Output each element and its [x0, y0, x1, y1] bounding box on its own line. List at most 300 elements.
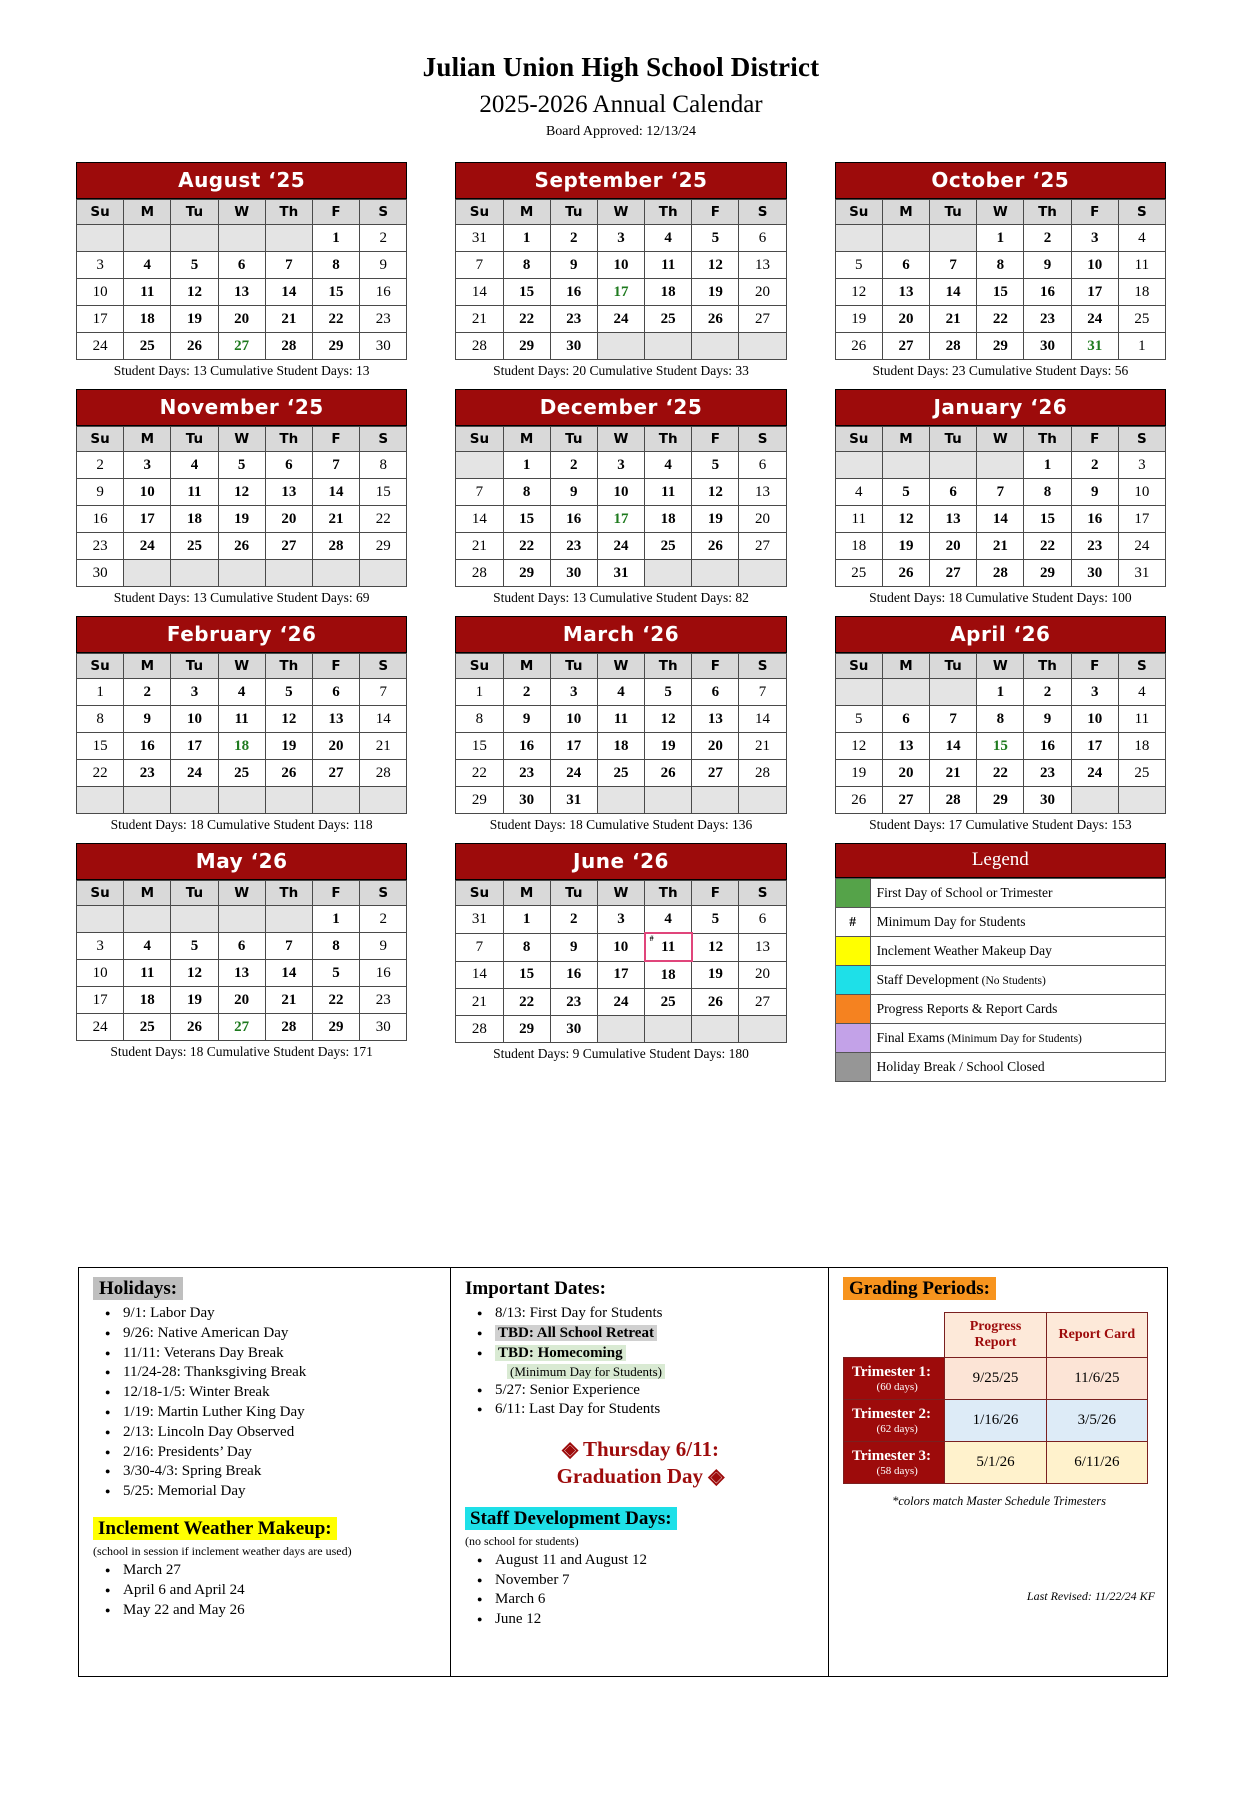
- day-cell[interactable]: 27: [882, 787, 929, 814]
- day-cell[interactable]: 4: [645, 906, 692, 934]
- day-cell[interactable]: 31: [1118, 560, 1165, 587]
- day-cell[interactable]: 29: [360, 533, 407, 560]
- day-cell[interactable]: 4: [218, 679, 265, 706]
- day-cell[interactable]: 29: [312, 1014, 359, 1041]
- day-cell[interactable]: 3: [597, 906, 644, 934]
- day-cell[interactable]: 19: [835, 760, 882, 787]
- day-cell[interactable]: 31: [550, 787, 597, 814]
- day-cell[interactable]: 5: [645, 679, 692, 706]
- day-cell[interactable]: 3: [1118, 452, 1165, 479]
- day-cell[interactable]: 10: [77, 960, 124, 987]
- day-cell[interactable]: 14: [265, 279, 312, 306]
- day-cell[interactable]: 1: [77, 679, 124, 706]
- day-cell[interactable]: 11: [597, 706, 644, 733]
- day-cell[interactable]: 19: [265, 733, 312, 760]
- day-cell[interactable]: 23: [550, 306, 597, 333]
- day-cell[interactable]: 3: [77, 933, 124, 960]
- day-cell[interactable]: 1: [503, 225, 550, 252]
- day-cell[interactable]: 13: [739, 252, 786, 279]
- day-cell[interactable]: 21: [739, 733, 786, 760]
- day-cell[interactable]: 4: [597, 679, 644, 706]
- day-cell[interactable]: 30: [77, 560, 124, 587]
- day-cell[interactable]: 20: [930, 533, 977, 560]
- day-cell[interactable]: 10: [597, 933, 644, 961]
- day-cell[interactable]: 2: [550, 452, 597, 479]
- day-cell[interactable]: 21: [456, 306, 503, 333]
- day-cell[interactable]: 12: [835, 279, 882, 306]
- day-cell[interactable]: 9: [360, 933, 407, 960]
- day-cell[interactable]: 18: [124, 306, 171, 333]
- day-cell[interactable]: 29: [456, 787, 503, 814]
- day-cell[interactable]: 10: [550, 706, 597, 733]
- day-cell[interactable]: 27: [882, 333, 929, 360]
- day-cell[interactable]: 6: [882, 252, 929, 279]
- day-cell[interactable]: 25: [597, 760, 644, 787]
- day-cell[interactable]: 6: [218, 933, 265, 960]
- day-cell[interactable]: # 11: [645, 933, 692, 961]
- day-cell[interactable]: 12: [835, 733, 882, 760]
- day-cell[interactable]: 28: [265, 333, 312, 360]
- day-cell[interactable]: 11: [124, 960, 171, 987]
- day-cell[interactable]: 5: [218, 452, 265, 479]
- day-cell[interactable]: 26: [218, 533, 265, 560]
- day-cell[interactable]: 5: [692, 906, 739, 934]
- day-cell[interactable]: 24: [1118, 533, 1165, 560]
- day-cell[interactable]: 7: [977, 479, 1024, 506]
- day-cell[interactable]: 19: [835, 306, 882, 333]
- day-cell[interactable]: 22: [503, 989, 550, 1016]
- day-cell[interactable]: 27: [218, 333, 265, 360]
- day-cell[interactable]: 24: [550, 760, 597, 787]
- day-cell[interactable]: 16: [1024, 279, 1071, 306]
- day-cell[interactable]: 24: [1071, 760, 1118, 787]
- day-cell[interactable]: 28: [739, 760, 786, 787]
- day-cell[interactable]: 18: [1118, 733, 1165, 760]
- day-cell[interactable]: 27: [739, 989, 786, 1016]
- day-cell[interactable]: 20: [882, 306, 929, 333]
- day-cell[interactable]: 21: [360, 733, 407, 760]
- day-cell[interactable]: 25: [645, 989, 692, 1016]
- day-cell[interactable]: 18: [645, 506, 692, 533]
- day-cell[interactable]: 23: [360, 306, 407, 333]
- day-cell[interactable]: 20: [739, 961, 786, 989]
- day-cell[interactable]: 28: [456, 1016, 503, 1043]
- day-cell[interactable]: 16: [550, 961, 597, 989]
- day-cell[interactable]: 17: [77, 306, 124, 333]
- day-cell[interactable]: 24: [77, 1014, 124, 1041]
- day-cell[interactable]: 20: [882, 760, 929, 787]
- day-cell[interactable]: 22: [456, 760, 503, 787]
- day-cell[interactable]: 2: [1071, 452, 1118, 479]
- day-cell[interactable]: 2: [550, 906, 597, 934]
- day-cell[interactable]: 1: [456, 679, 503, 706]
- day-cell[interactable]: 11: [645, 479, 692, 506]
- day-cell[interactable]: 18: [645, 961, 692, 989]
- day-cell[interactable]: 2: [360, 906, 407, 933]
- day-cell[interactable]: 7: [456, 933, 503, 961]
- day-cell[interactable]: 17: [1118, 506, 1165, 533]
- day-cell[interactable]: 11: [645, 252, 692, 279]
- day-cell[interactable]: 9: [1071, 479, 1118, 506]
- day-cell[interactable]: 13: [218, 960, 265, 987]
- day-cell[interactable]: 1: [977, 679, 1024, 706]
- day-cell[interactable]: 24: [77, 333, 124, 360]
- day-cell[interactable]: 16: [503, 733, 550, 760]
- day-cell[interactable]: 4: [124, 933, 171, 960]
- day-cell[interactable]: 16: [550, 506, 597, 533]
- day-cell[interactable]: 17: [124, 506, 171, 533]
- day-cell[interactable]: 22: [312, 306, 359, 333]
- day-cell[interactable]: 1: [503, 906, 550, 934]
- day-cell[interactable]: 26: [835, 333, 882, 360]
- day-cell[interactable]: 22: [77, 760, 124, 787]
- day-cell[interactable]: 30: [360, 333, 407, 360]
- day-cell[interactable]: 4: [835, 479, 882, 506]
- day-cell[interactable]: 25: [124, 333, 171, 360]
- day-cell[interactable]: 16: [360, 279, 407, 306]
- day-cell[interactable]: 8: [360, 452, 407, 479]
- day-cell[interactable]: 30: [1024, 787, 1071, 814]
- day-cell[interactable]: 26: [882, 560, 929, 587]
- day-cell[interactable]: 27: [218, 1014, 265, 1041]
- day-cell[interactable]: 19: [692, 961, 739, 989]
- day-cell[interactable]: 9: [1024, 252, 1071, 279]
- day-cell[interactable]: 8: [503, 933, 550, 961]
- day-cell[interactable]: 19: [645, 733, 692, 760]
- day-cell[interactable]: 5: [692, 225, 739, 252]
- day-cell[interactable]: 21: [930, 306, 977, 333]
- day-cell[interactable]: 3: [597, 225, 644, 252]
- day-cell[interactable]: 25: [218, 760, 265, 787]
- day-cell[interactable]: 7: [456, 252, 503, 279]
- day-cell[interactable]: 31: [456, 906, 503, 934]
- day-cell[interactable]: 10: [1118, 479, 1165, 506]
- day-cell[interactable]: 21: [930, 760, 977, 787]
- day-cell[interactable]: 26: [171, 333, 218, 360]
- day-cell[interactable]: 31: [597, 560, 644, 587]
- day-cell[interactable]: 15: [503, 506, 550, 533]
- day-cell[interactable]: 21: [456, 533, 503, 560]
- day-cell[interactable]: 26: [265, 760, 312, 787]
- day-cell[interactable]: 11: [1118, 706, 1165, 733]
- day-cell[interactable]: 2: [124, 679, 171, 706]
- day-cell[interactable]: 29: [1024, 560, 1071, 587]
- day-cell[interactable]: 24: [1071, 306, 1118, 333]
- day-cell[interactable]: 9: [503, 706, 550, 733]
- day-cell[interactable]: 16: [124, 733, 171, 760]
- day-cell[interactable]: 12: [645, 706, 692, 733]
- day-cell[interactable]: 11: [124, 279, 171, 306]
- day-cell[interactable]: 25: [835, 560, 882, 587]
- day-cell[interactable]: 30: [360, 1014, 407, 1041]
- day-cell[interactable]: 7: [360, 679, 407, 706]
- day-cell[interactable]: 23: [550, 533, 597, 560]
- day-cell[interactable]: 28: [977, 560, 1024, 587]
- day-cell[interactable]: 13: [930, 506, 977, 533]
- day-cell[interactable]: 6: [930, 479, 977, 506]
- day-cell[interactable]: 26: [692, 533, 739, 560]
- day-cell[interactable]: 16: [360, 960, 407, 987]
- day-cell[interactable]: 2: [77, 452, 124, 479]
- day-cell[interactable]: 10: [77, 279, 124, 306]
- day-cell[interactable]: 11: [218, 706, 265, 733]
- day-cell[interactable]: 10: [597, 252, 644, 279]
- day-cell[interactable]: 17: [597, 506, 644, 533]
- day-cell[interactable]: 5: [835, 252, 882, 279]
- day-cell[interactable]: 1: [312, 225, 359, 252]
- day-cell[interactable]: 16: [1024, 733, 1071, 760]
- day-cell[interactable]: 5: [312, 960, 359, 987]
- day-cell[interactable]: 22: [503, 533, 550, 560]
- day-cell[interactable]: 20: [739, 506, 786, 533]
- day-cell[interactable]: 27: [692, 760, 739, 787]
- day-cell[interactable]: 8: [503, 479, 550, 506]
- day-cell[interactable]: 14: [930, 279, 977, 306]
- day-cell[interactable]: 6: [218, 252, 265, 279]
- day-cell[interactable]: 29: [312, 333, 359, 360]
- day-cell[interactable]: 20: [218, 306, 265, 333]
- day-cell[interactable]: 7: [312, 452, 359, 479]
- day-cell[interactable]: 2: [360, 225, 407, 252]
- day-cell[interactable]: 15: [312, 279, 359, 306]
- day-cell[interactable]: 25: [1118, 306, 1165, 333]
- day-cell[interactable]: 17: [77, 987, 124, 1014]
- day-cell[interactable]: 2: [503, 679, 550, 706]
- day-cell[interactable]: 12: [882, 506, 929, 533]
- day-cell[interactable]: 2: [1024, 679, 1071, 706]
- day-cell[interactable]: 14: [930, 733, 977, 760]
- day-cell[interactable]: 10: [171, 706, 218, 733]
- day-cell[interactable]: 23: [1024, 760, 1071, 787]
- day-cell[interactable]: 6: [739, 906, 786, 934]
- day-cell[interactable]: 19: [692, 279, 739, 306]
- day-cell[interactable]: 20: [218, 987, 265, 1014]
- day-cell[interactable]: 20: [739, 279, 786, 306]
- day-cell[interactable]: 18: [1118, 279, 1165, 306]
- day-cell[interactable]: 25: [1118, 760, 1165, 787]
- day-cell[interactable]: 3: [1071, 679, 1118, 706]
- day-cell[interactable]: 14: [456, 279, 503, 306]
- day-cell[interactable]: 6: [265, 452, 312, 479]
- day-cell[interactable]: 30: [550, 1016, 597, 1043]
- day-cell[interactable]: 7: [739, 679, 786, 706]
- day-cell[interactable]: 23: [77, 533, 124, 560]
- day-cell[interactable]: 28: [312, 533, 359, 560]
- day-cell[interactable]: 27: [265, 533, 312, 560]
- day-cell[interactable]: 26: [171, 1014, 218, 1041]
- day-cell[interactable]: 24: [597, 306, 644, 333]
- day-cell[interactable]: 27: [739, 533, 786, 560]
- day-cell[interactable]: 18: [597, 733, 644, 760]
- day-cell[interactable]: 12: [171, 960, 218, 987]
- day-cell[interactable]: 18: [645, 279, 692, 306]
- day-cell[interactable]: 6: [882, 706, 929, 733]
- day-cell[interactable]: 28: [456, 333, 503, 360]
- day-cell[interactable]: 6: [739, 452, 786, 479]
- day-cell[interactable]: 21: [265, 987, 312, 1014]
- day-cell[interactable]: 30: [503, 787, 550, 814]
- day-cell[interactable]: 28: [930, 333, 977, 360]
- day-cell[interactable]: 28: [930, 787, 977, 814]
- day-cell[interactable]: 8: [977, 252, 1024, 279]
- day-cell[interactable]: 4: [171, 452, 218, 479]
- day-cell[interactable]: 15: [360, 479, 407, 506]
- day-cell[interactable]: 25: [124, 1014, 171, 1041]
- day-cell[interactable]: 1: [503, 452, 550, 479]
- day-cell[interactable]: 7: [456, 479, 503, 506]
- day-cell[interactable]: 23: [550, 989, 597, 1016]
- day-cell[interactable]: 7: [930, 252, 977, 279]
- day-cell[interactable]: 26: [835, 787, 882, 814]
- day-cell[interactable]: 9: [1024, 706, 1071, 733]
- day-cell[interactable]: 14: [456, 961, 503, 989]
- day-cell[interactable]: 8: [977, 706, 1024, 733]
- day-cell[interactable]: 30: [1024, 333, 1071, 360]
- day-cell[interactable]: 30: [550, 560, 597, 587]
- day-cell[interactable]: 16: [550, 279, 597, 306]
- day-cell[interactable]: 18: [171, 506, 218, 533]
- day-cell[interactable]: 12: [218, 479, 265, 506]
- day-cell[interactable]: 19: [692, 506, 739, 533]
- day-cell[interactable]: 10: [597, 479, 644, 506]
- day-cell[interactable]: 7: [265, 252, 312, 279]
- day-cell[interactable]: 14: [739, 706, 786, 733]
- day-cell[interactable]: 4: [645, 452, 692, 479]
- day-cell[interactable]: 30: [1071, 560, 1118, 587]
- day-cell[interactable]: 5: [692, 452, 739, 479]
- day-cell[interactable]: 10: [1071, 706, 1118, 733]
- day-cell[interactable]: 23: [360, 987, 407, 1014]
- day-cell[interactable]: 18: [835, 533, 882, 560]
- day-cell[interactable]: 29: [503, 1016, 550, 1043]
- day-cell[interactable]: 5: [835, 706, 882, 733]
- day-cell[interactable]: 1: [1118, 333, 1165, 360]
- day-cell[interactable]: 21: [456, 989, 503, 1016]
- day-cell[interactable]: 18: [218, 733, 265, 760]
- day-cell[interactable]: 7: [930, 706, 977, 733]
- day-cell[interactable]: 14: [312, 479, 359, 506]
- day-cell[interactable]: 23: [1024, 306, 1071, 333]
- day-cell[interactable]: 23: [1071, 533, 1118, 560]
- day-cell[interactable]: 6: [692, 679, 739, 706]
- day-cell[interactable]: 9: [550, 479, 597, 506]
- day-cell[interactable]: 3: [597, 452, 644, 479]
- day-cell[interactable]: 4: [645, 225, 692, 252]
- day-cell[interactable]: 2: [1024, 225, 1071, 252]
- day-cell[interactable]: 13: [739, 479, 786, 506]
- day-cell[interactable]: 12: [692, 933, 739, 961]
- day-cell[interactable]: 23: [124, 760, 171, 787]
- day-cell[interactable]: 31: [1071, 333, 1118, 360]
- day-cell[interactable]: 27: [930, 560, 977, 587]
- day-cell[interactable]: 1: [977, 225, 1024, 252]
- day-cell[interactable]: 14: [265, 960, 312, 987]
- day-cell[interactable]: 28: [360, 760, 407, 787]
- day-cell[interactable]: 5: [171, 933, 218, 960]
- day-cell[interactable]: 9: [77, 479, 124, 506]
- day-cell[interactable]: 5: [882, 479, 929, 506]
- day-cell[interactable]: 8: [1024, 479, 1071, 506]
- day-cell[interactable]: 13: [692, 706, 739, 733]
- day-cell[interactable]: 11: [1118, 252, 1165, 279]
- day-cell[interactable]: 13: [739, 933, 786, 961]
- day-cell[interactable]: 15: [503, 279, 550, 306]
- day-cell[interactable]: 24: [597, 989, 644, 1016]
- day-cell[interactable]: 13: [218, 279, 265, 306]
- day-cell[interactable]: 4: [1118, 679, 1165, 706]
- day-cell[interactable]: 4: [124, 252, 171, 279]
- day-cell[interactable]: 15: [977, 279, 1024, 306]
- day-cell[interactable]: 8: [77, 706, 124, 733]
- day-cell[interactable]: 11: [171, 479, 218, 506]
- day-cell[interactable]: 25: [645, 533, 692, 560]
- day-cell[interactable]: 22: [503, 306, 550, 333]
- day-cell[interactable]: 21: [265, 306, 312, 333]
- day-cell[interactable]: 9: [360, 252, 407, 279]
- day-cell[interactable]: 13: [265, 479, 312, 506]
- day-cell[interactable]: 12: [265, 706, 312, 733]
- day-cell[interactable]: 7: [265, 933, 312, 960]
- day-cell[interactable]: 24: [171, 760, 218, 787]
- day-cell[interactable]: 24: [597, 533, 644, 560]
- day-cell[interactable]: 1: [312, 906, 359, 933]
- day-cell[interactable]: 3: [171, 679, 218, 706]
- day-cell[interactable]: 20: [265, 506, 312, 533]
- day-cell[interactable]: 8: [312, 933, 359, 960]
- day-cell[interactable]: 27: [739, 306, 786, 333]
- day-cell[interactable]: 29: [977, 787, 1024, 814]
- day-cell[interactable]: 1: [1024, 452, 1071, 479]
- day-cell[interactable]: 26: [692, 306, 739, 333]
- day-cell[interactable]: 17: [597, 961, 644, 989]
- day-cell[interactable]: 25: [171, 533, 218, 560]
- day-cell[interactable]: 19: [882, 533, 929, 560]
- day-cell[interactable]: 14: [360, 706, 407, 733]
- day-cell[interactable]: 29: [503, 560, 550, 587]
- day-cell[interactable]: 2: [550, 225, 597, 252]
- day-cell[interactable]: 6: [739, 225, 786, 252]
- day-cell[interactable]: 15: [503, 961, 550, 989]
- day-cell[interactable]: 13: [312, 706, 359, 733]
- day-cell[interactable]: 15: [456, 733, 503, 760]
- day-cell[interactable]: 28: [265, 1014, 312, 1041]
- day-cell[interactable]: 9: [550, 252, 597, 279]
- day-cell[interactable]: 30: [550, 333, 597, 360]
- day-cell[interactable]: 17: [597, 279, 644, 306]
- day-cell[interactable]: 4: [1118, 225, 1165, 252]
- day-cell[interactable]: 13: [882, 279, 929, 306]
- day-cell[interactable]: 20: [692, 733, 739, 760]
- day-cell[interactable]: 18: [124, 987, 171, 1014]
- day-cell[interactable]: 15: [1024, 506, 1071, 533]
- day-cell[interactable]: 29: [977, 333, 1024, 360]
- day-cell[interactable]: 22: [977, 760, 1024, 787]
- day-cell[interactable]: 15: [77, 733, 124, 760]
- day-cell[interactable]: 21: [977, 533, 1024, 560]
- day-cell[interactable]: 12: [171, 279, 218, 306]
- day-cell[interactable]: 26: [692, 989, 739, 1016]
- day-cell[interactable]: 3: [1071, 225, 1118, 252]
- day-cell[interactable]: 17: [550, 733, 597, 760]
- day-cell[interactable]: 21: [312, 506, 359, 533]
- day-cell[interactable]: 12: [692, 479, 739, 506]
- day-cell[interactable]: 16: [1071, 506, 1118, 533]
- day-cell[interactable]: 3: [124, 452, 171, 479]
- day-cell[interactable]: 16: [77, 506, 124, 533]
- day-cell[interactable]: 24: [124, 533, 171, 560]
- day-cell[interactable]: 20: [312, 733, 359, 760]
- day-cell[interactable]: 31: [456, 225, 503, 252]
